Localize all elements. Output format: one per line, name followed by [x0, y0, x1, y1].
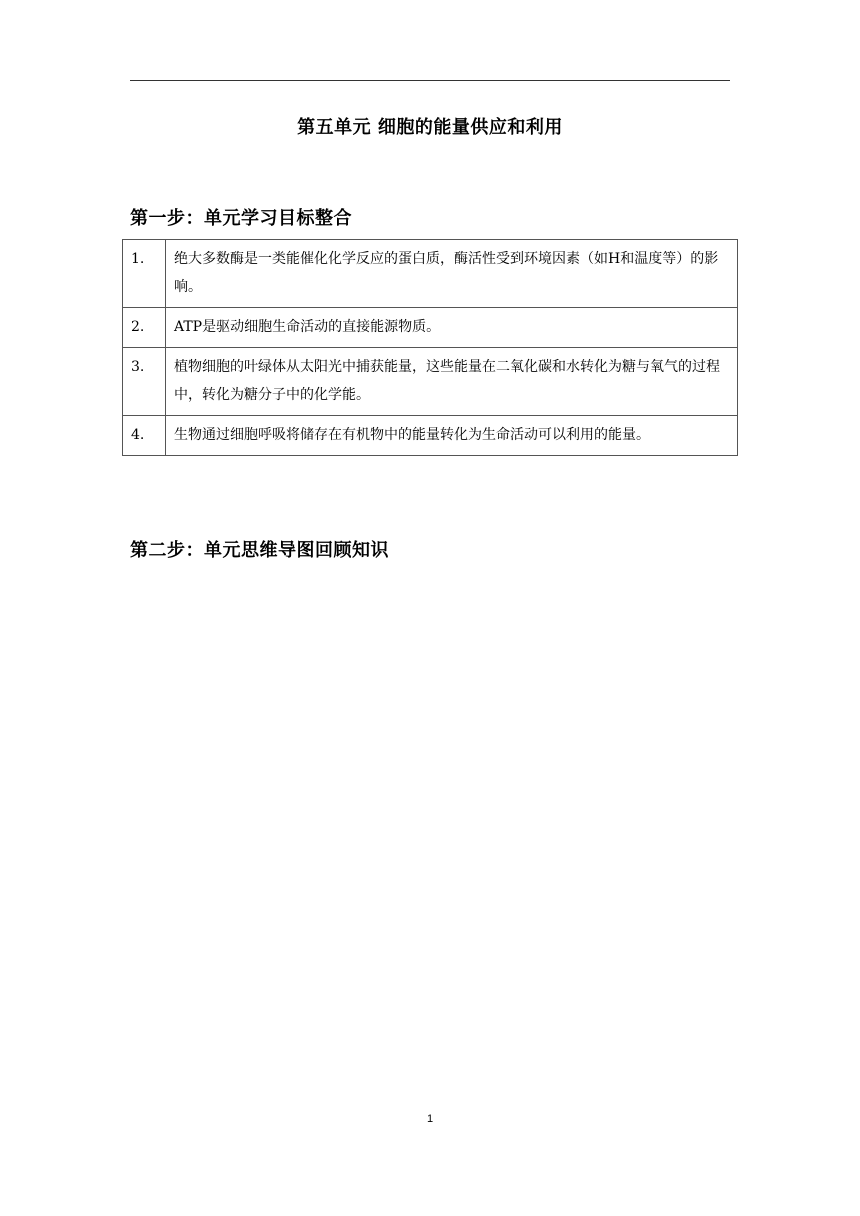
goal-text: ATP是驱动细胞生命活动的直接能源物质。 [166, 308, 738, 348]
table-row [123, 308, 738, 348]
goals-table [122, 239, 738, 456]
page-number: 1 [426, 1113, 434, 1125]
goal-text: 生物通过细胞呼吸将储存在有机物中的能量转化为生命活动可以利用的能量。 [166, 416, 738, 456]
goal-text: 绝大多数酶是一类能催化化学反应的蛋白质，酶活性受到环境因素（如H和温度等）的影响。 [166, 240, 738, 308]
table-row [123, 416, 738, 456]
goal-number: 2. [123, 308, 166, 348]
section-heading-mindmap: 第二步：单元思维导图回顾知识 [130, 540, 389, 561]
page-title: 第五单元 细胞的能量供应和利用 [297, 117, 563, 138]
table-row [123, 348, 738, 416]
goal-number: 4. [123, 416, 166, 456]
section-heading-goals: 第一步：单元学习目标整合 [130, 208, 352, 229]
goal-text: 植物细胞的叶绿体从太阳光中捕获能量，这些能量在二氧化碳和水转化为糖与氧气的过程中，转化为糖分子中的化学能。 [166, 348, 738, 416]
header-rule [130, 80, 730, 81]
goal-number: 1. [123, 240, 166, 308]
goal-number: 3. [123, 348, 166, 416]
table-row [123, 240, 738, 308]
